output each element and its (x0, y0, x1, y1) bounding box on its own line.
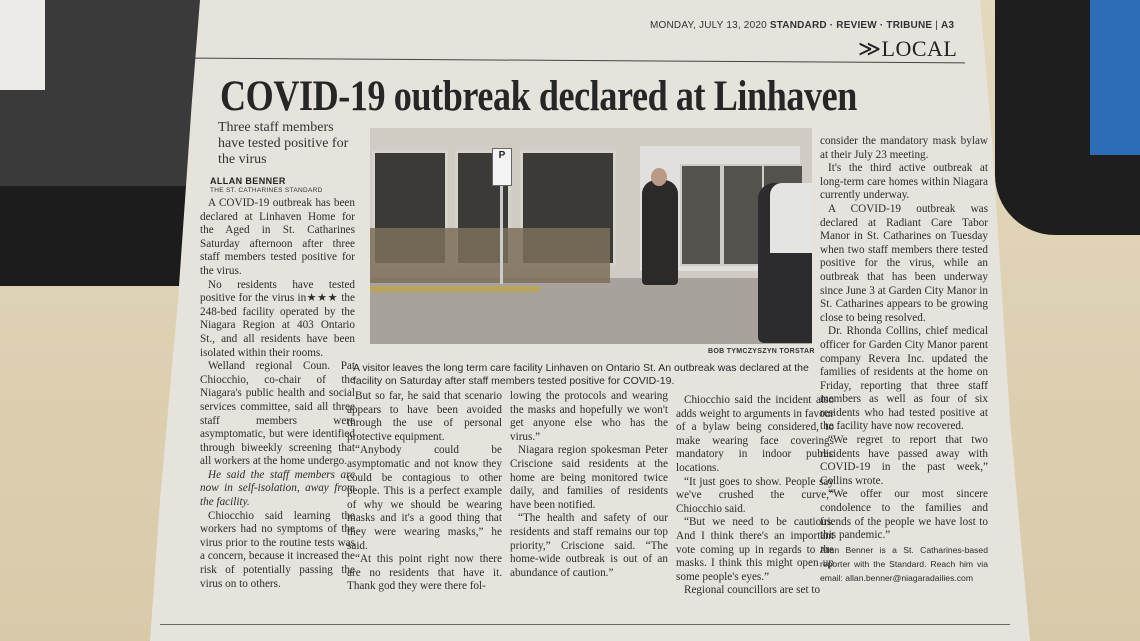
page-date: MONDAY, JULY 13, 2020 (650, 20, 767, 31)
paragraph: It's the third active outbreak at long-term care homes within Niagara currently underway. (820, 162, 988, 202)
paragraph: “Anybody could be asymptomatic and not know they could be contagious to other people. This is a perfect example of why we should be wearing masks and it's a good thing that they were wearing masks,” he said. (347, 444, 502, 552)
paragraph: A COVID-19 outbreak has been declared at Linhaven Home for the Aged in St. Catharines Saturday afternoon after three staff members tested positive for the virus. (200, 197, 355, 277)
article-column-3 (510, 390, 668, 580)
article-photo (370, 128, 812, 344)
paragraph: Chiocchio said learning the workers had no symptoms of the virus prior to the routine tests was a concern, because it increased the risk of potentially passing the virus on to others. (200, 509, 355, 590)
paragraph: “The health and safety of our residents and staff remains our top priority,” Criscione said. “The home-wide outbreak is out of an abundance of caution.” (510, 512, 668, 579)
article-column-1 (200, 197, 355, 591)
article-headline: COVID-19 outbreak declared at Linhaven (220, 73, 857, 120)
paragraph: “We offer our most sincere condolence to the families and friends of the people we have lost to this pandemic.” (820, 488, 988, 542)
section-label: ≫LOCAL (858, 36, 958, 61)
author-byline: ALLAN BENNER (210, 176, 286, 186)
paragraph: But so far, he said that scenario appears to have been avoided through the use of personal protective equipment. (347, 390, 502, 443)
paragraph: No residents have tested positive for the virus in★★★ the 248-bed facility operated by the Niagara Region at 403 Ontario St., and all residents have been isolated within their rooms. (200, 278, 355, 359)
photo-credit: BOB TYMCZYSZYN TORSTAR (708, 348, 815, 355)
paragraph: Welland regional Coun. Pat Chiocchio, co-chair of the Niagara's public health and social services committee, said all three staff members were asymptomatic, but were identified through biweekly screening that all workers at the home undergo. (200, 360, 355, 468)
paragraph: “At this point right now there are no residents that have it. Thank god they were there fol- (347, 553, 502, 593)
paragraph: “We regret to report that two residents have passed away with COVID-19 in the past week,” Collins wrote. (820, 434, 988, 487)
paragraph: Dr. Rhonda Collins, chief medical officer for Garden City Manor parent company Revera Inc. updated the families of residents at the home on Friday, reporting that three staff members as well as four of six residents who had tested positive at the facility have now recovered. (820, 325, 988, 433)
paragraph: He said the staff members are now in self-isolation, away from the facility. (200, 468, 355, 509)
visitor-figure (642, 180, 678, 285)
white-card-background (0, 0, 45, 90)
parking-sign-icon: P (492, 148, 512, 186)
article-column-2 (347, 390, 502, 594)
article-column-4 (676, 394, 834, 598)
footer-rule (160, 624, 1010, 625)
paragraph: Regional councillors are set to (684, 584, 821, 597)
blue-object-background (1090, 0, 1140, 155)
paragraph: “It just goes to show. People say we've crushed the curve,” Chiocchio said. (676, 475, 834, 515)
paragraph: Chiocchio said the incident also adds weight to arguments in favour of a bylaw being considered, to make wearing face coverings mandatory in indoor public locations. (676, 394, 834, 474)
paragraph: A COVID-19 outbreak was declared at Radiant Care Tabor Manor in St. Catharines on Tuesday when two staff members there tested positive for the virus, while an outbreak that has been underway since June 3 at Garden City Manor in St. Catharines appears to be growing close to being resolved. (820, 202, 988, 324)
page-header: MONDAY, JULY 13, 2020 STANDARD · REVIEW · TRIBUNE | A3 (650, 20, 955, 31)
page-number: A3 (941, 20, 955, 31)
paragraph: “But we need to be cautious. And I think there's an important vote coming up in regards to the masks. I think this might open up some people's eyes.” (676, 516, 834, 583)
article-deck: Three staff members have tested positive for the virus (218, 120, 349, 167)
paragraph: Niagara region spokesman Peter Criscione said residents at the home are being monitored twice daily, and families of residents have been notified. (510, 444, 668, 511)
author-affiliation: THE ST. CATHARINES STANDARD (210, 187, 323, 194)
photo-caption: A visitor leaves the long term care facility Linhaven on Ontario St. An outbreak was declared at the facility on Saturday after staff members tested positive for COVID-19. (353, 362, 809, 387)
author-tagline: Allan Benner is a St. Catharines-based reporter with the Standard. Reach him via email: allan.benner@niagaradailies.com (820, 544, 988, 583)
paragraph: consider the mandatory mask bylaw at their July 23 meeting. (820, 135, 988, 161)
publication-name: STANDARD · REVIEW · TRIBUNE (769, 20, 933, 31)
paragraph: lowing the protocols and wearing the masks and hopefully we won't get anyone else who has the virus.” (510, 390, 668, 443)
article-column-5 (820, 135, 988, 585)
